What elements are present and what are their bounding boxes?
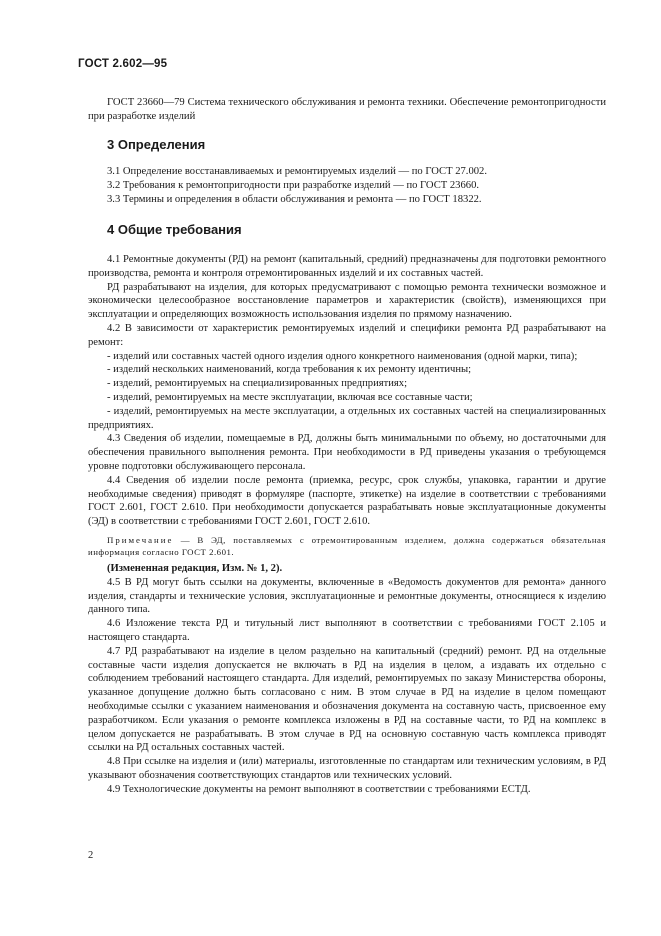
paragraph-4-4: 4.4 Сведения об изделии после ремонта (приемка, ресурс, срок службы, упаковка, гарантии и другие необходимые сведения) приводят в формуляре (паспорте, этикетке) на изделие в соответствии с требованиями ГОСТ 2.601, ГОСТ 2.610. При необходимости допускается разрабатывать новые эксплуатационные документы (ЭД) в соответствии с требованиями ГОСТ 2.601, ГОСТ 2.610.	[88, 474, 606, 528]
amendment-note: (Измененная редакция, Изм. № 1, 2).	[107, 562, 283, 574]
section-4-body	[88, 253, 606, 796]
paragraph-4-2: 4.2 В зависимости от характеристик ремонтируемых изделий и специфики ремонта РД разрабатывают на ремонт:	[88, 322, 606, 348]
definition-item: 3.1 Определение восстанавливаемых и ремонтируемых изделий — по ГОСТ 27.002.	[107, 166, 487, 177]
dash-list-item: - изделий, ремонтируемых на специализированных предприятиях;	[107, 378, 408, 390]
paragraph-4-3: 4.3 Сведения об изделии, помещаемые в РД, должны быть минимальными по объему, но достаточными для обеспечения правильного выполнения ремонта. При необходимости в РД приведены указания о требующемся уровне подготовки обслуживающего персонала.	[88, 433, 606, 472]
paragraph-4-1-continued: РД разрабатывают на изделия, для которых предусматривают с помощью ремонта технически возможное и экономически целесообразное восстановление параметров и характеристик (свойств), изменяющихся при эксплуатации и определяющих возможность использования изделия по прямому назначению.	[88, 281, 606, 321]
note	[88, 534, 606, 558]
reference-line: ГОСТ 23660—79 Система технического обслуживания и ремонта техники. Обеспечение ремонтопригодности при разработке изделий	[88, 97, 606, 122]
note-lead: Примечание	[107, 534, 174, 545]
paragraph-4-6: 4.6 Изложение текста РД и титульный лист выполняют в соответствии с требованиями ГОСТ 2.105 и настоящего стандарта.	[88, 618, 606, 643]
intro-block	[88, 96, 606, 124]
section-4-heading: 4 Общие требования	[107, 222, 242, 237]
definition-item: 3.3 Термины и определения в области обслуживания и ремонта — по ГОСТ 18322.	[107, 193, 482, 205]
paragraph-4-1: 4.1 Ремонтные документы (РД) на ремонт (капитальный, средний) предназначены для подготовки ремонтного производства, ремонта и контроля отремонтированных изделий и их составных частей.	[88, 254, 606, 279]
dash-list-item: - изделий или составных частей одного изделия одного конкретного наименования (одной марки, типа);	[107, 350, 578, 362]
note-text: — В ЭД, поставляемых с отремонтированным изделием, должна содержаться обязательная информация согласно ГОСТ 2.601.	[88, 534, 606, 557]
dash-list-item: - изделий, ремонтируемых на месте эксплуатации, а отдельных их составных частей на специализированных предприятиях.	[88, 405, 606, 431]
document-code: ГОСТ 2.602—95	[78, 58, 168, 70]
paragraph-4-8: 4.8 При ссылке на изделия и (или) материалы, изготовленные по стандартам или техническим условиям, в РД указывают обозначения соответствующих стандартов или технических условий.	[88, 756, 606, 781]
paragraph-4-7: 4.7 РД разрабатывают на изделие в целом раздельно на капитальный (средний) ремонт. РД на отдельные составные части изделия допускается не включать в РД на изделия в целом, а издавать их отдельно с соблюдением требований настоящего стандарта. Для изделий, ремонтируемых по заказу Министерства обороны, указанное допущение должно быть согласовано с ним. В этом случае в РД на изделие в целом помещают необходимые ссылки с указанием наименования и обозначения документа на составную часть, присвоенное ему разработчиком. Если указания о ремонте комплекса изложены в РД на составные части, то РД на комплекс в целом допускается не разрабатывать. В этом случае в РД на основную составную часть комплекса приводят ссылки на РД остальных составных частей.	[88, 645, 606, 754]
paragraph-4-9: 4.9 Технологические документы на ремонт выполняют в соответствии с требованиями ЕСТД.	[107, 783, 531, 795]
section-3-heading: 3 Определения	[107, 137, 206, 152]
dash-list-item: - изделий нескольких наименований, когда требования к их ремонту идентичны;	[107, 364, 472, 376]
section-3-list	[88, 165, 606, 206]
paragraph-4-5: 4.5 В РД могут быть ссылки на документы, включенные в «Ведомость документов для ремонта» данного изделия, стандарты и технические условия, эксплуатационные и ремонтные документы, относящиеся к изделию данного типа.	[88, 576, 606, 616]
definition-item: 3.2 Требования к ремонтопригодности при разработке изделий — по ГОСТ 23660.	[107, 179, 480, 191]
dash-list-item: - изделий, ремонтируемых на месте эксплуатации, включая все составные части;	[107, 391, 473, 403]
page-number: 2	[88, 850, 94, 861]
